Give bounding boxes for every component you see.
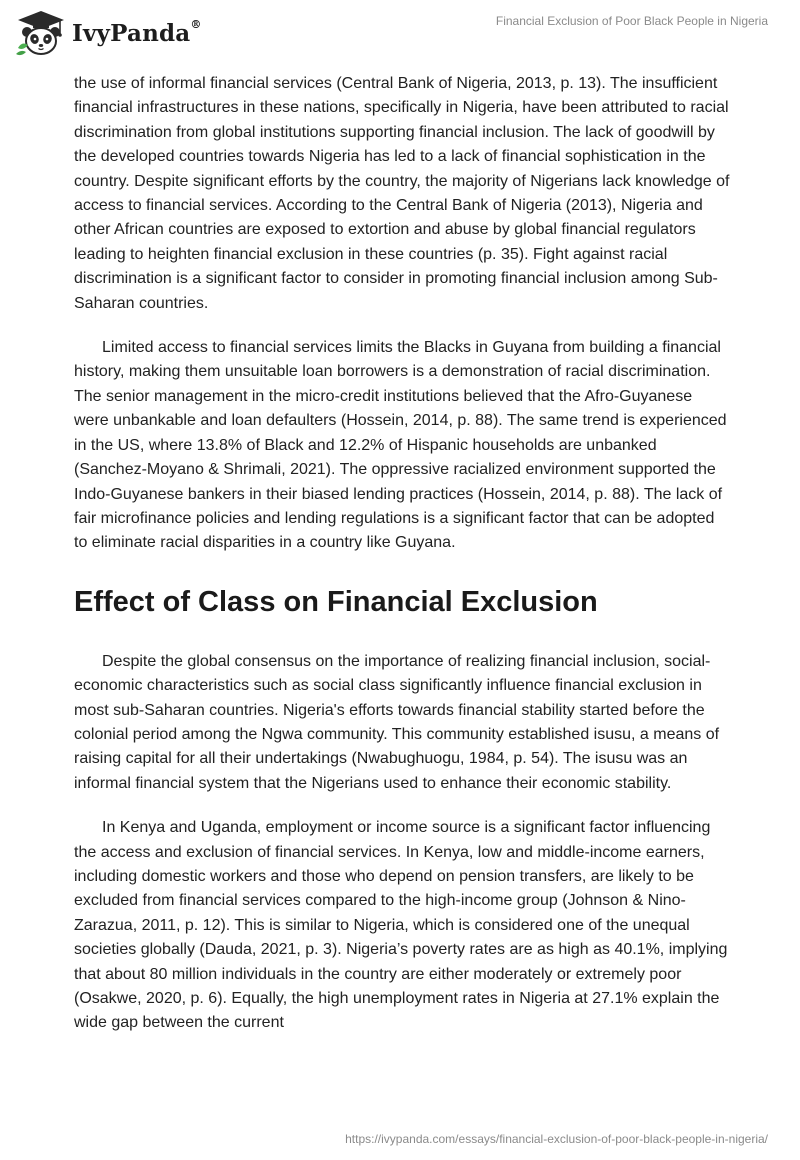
paragraph: the use of informal financial services (Central Bank of Nigeria, 2013, p. 13). The insufficient financial infrastructures in these nations, specifically in Nigeria, have been attributed to racial discrimination from global institutions supporting financial inclusion. The lack of goodwill by the developed countries towards Nigeria has led to a lack of financial sophistication in the country. Despite significant efforts by the country, the majority of Nigerians lack knowledge of access to financial services. According to the Central Bank of Nigeria (2013), Nigeria and other African countries are exposed to extortion and abuse by global financial regulators leading to heighten financial exclusion in these countries (p. 35). Fight against racial discrimination is a significant factor to consider in promoting financial inclusion among Sub-Saharan countries.	[74, 75, 730, 312]
panda-graduate-icon	[14, 8, 68, 58]
logo-text: IvyPanda®	[72, 17, 202, 47]
essay-content	[74, 72, 730, 1056]
page-header	[0, 0, 800, 62]
section-heading: Effect of Class on Financial Exclusion	[74, 585, 598, 618]
source-url[interactable]: https://ivypanda.com/essays/financial-exclusion-of-poor-black-people-in-nigeria/	[345, 1132, 768, 1146]
document-title: Financial Exclusion of Poor Black People in Nigeria	[495, 14, 768, 28]
paragraph: In Kenya and Uganda, employment or income source is a significant factor influencing the access and exclusion of financial services. In Kenya, low and middle-income earners, including domestic workers and those who depend on pension transfers, are likely to be excluded from financial services compared to the high-income group (Johnson & Nino-Zarazua, 2011, p. 12). This is similar to Nigeria, which is considered one of the unequal societies globally (Dauda, 2021, p. 3). Nigeria’s poverty rates are as high as 40.1%, implying that about 80 million individuals in the country are either moderately or extremely poor (Osakwe, 2020, p. 6). Equally, the high unemployment rates in Nigeria at 27.1% explain the wide gap between the current	[74, 819, 728, 1032]
ivypanda-logo[interactable]	[14, 8, 202, 58]
paragraph: Limited access to financial services limits the Blacks in Guyana from building a financial history, making them unsuitable loan borrowers is a demonstration of racial discrimination. The senior management in the micro-credit institutions believed that the Afro-Guyanese were unbankable and loan defaulters (Hossein, 2014, p. 88). The same trend is experienced in the US, where 13.8% of Black and 12.2% of Hispanic households are unbanked (Sanchez-Moyano & Shrimali, 2021). The oppressive racialized environment supported the Indo-Guyanese bankers in their biased lending practices (Hossein, 2014, p. 88). The lack of fair microfinance policies and lending regulations is a significant factor that can be adopted to eliminate racial disparities in a country like Guyana.	[74, 339, 727, 552]
paragraph: Despite the global consensus on the importance of realizing financial inclusion, social-economic characteristics such as social class significantly influence financial exclusion in most sub-Saharan countries. Nigeria's efforts towards financial stability started before the colonial period among the Ngwa community. This community established isusu, a means of raising capital for all their undertakings (Nwabughuogu, 1984, p. 54). The isusu was an informal financial system that the Nigerians used to enhance their economic stability.	[74, 652, 720, 792]
